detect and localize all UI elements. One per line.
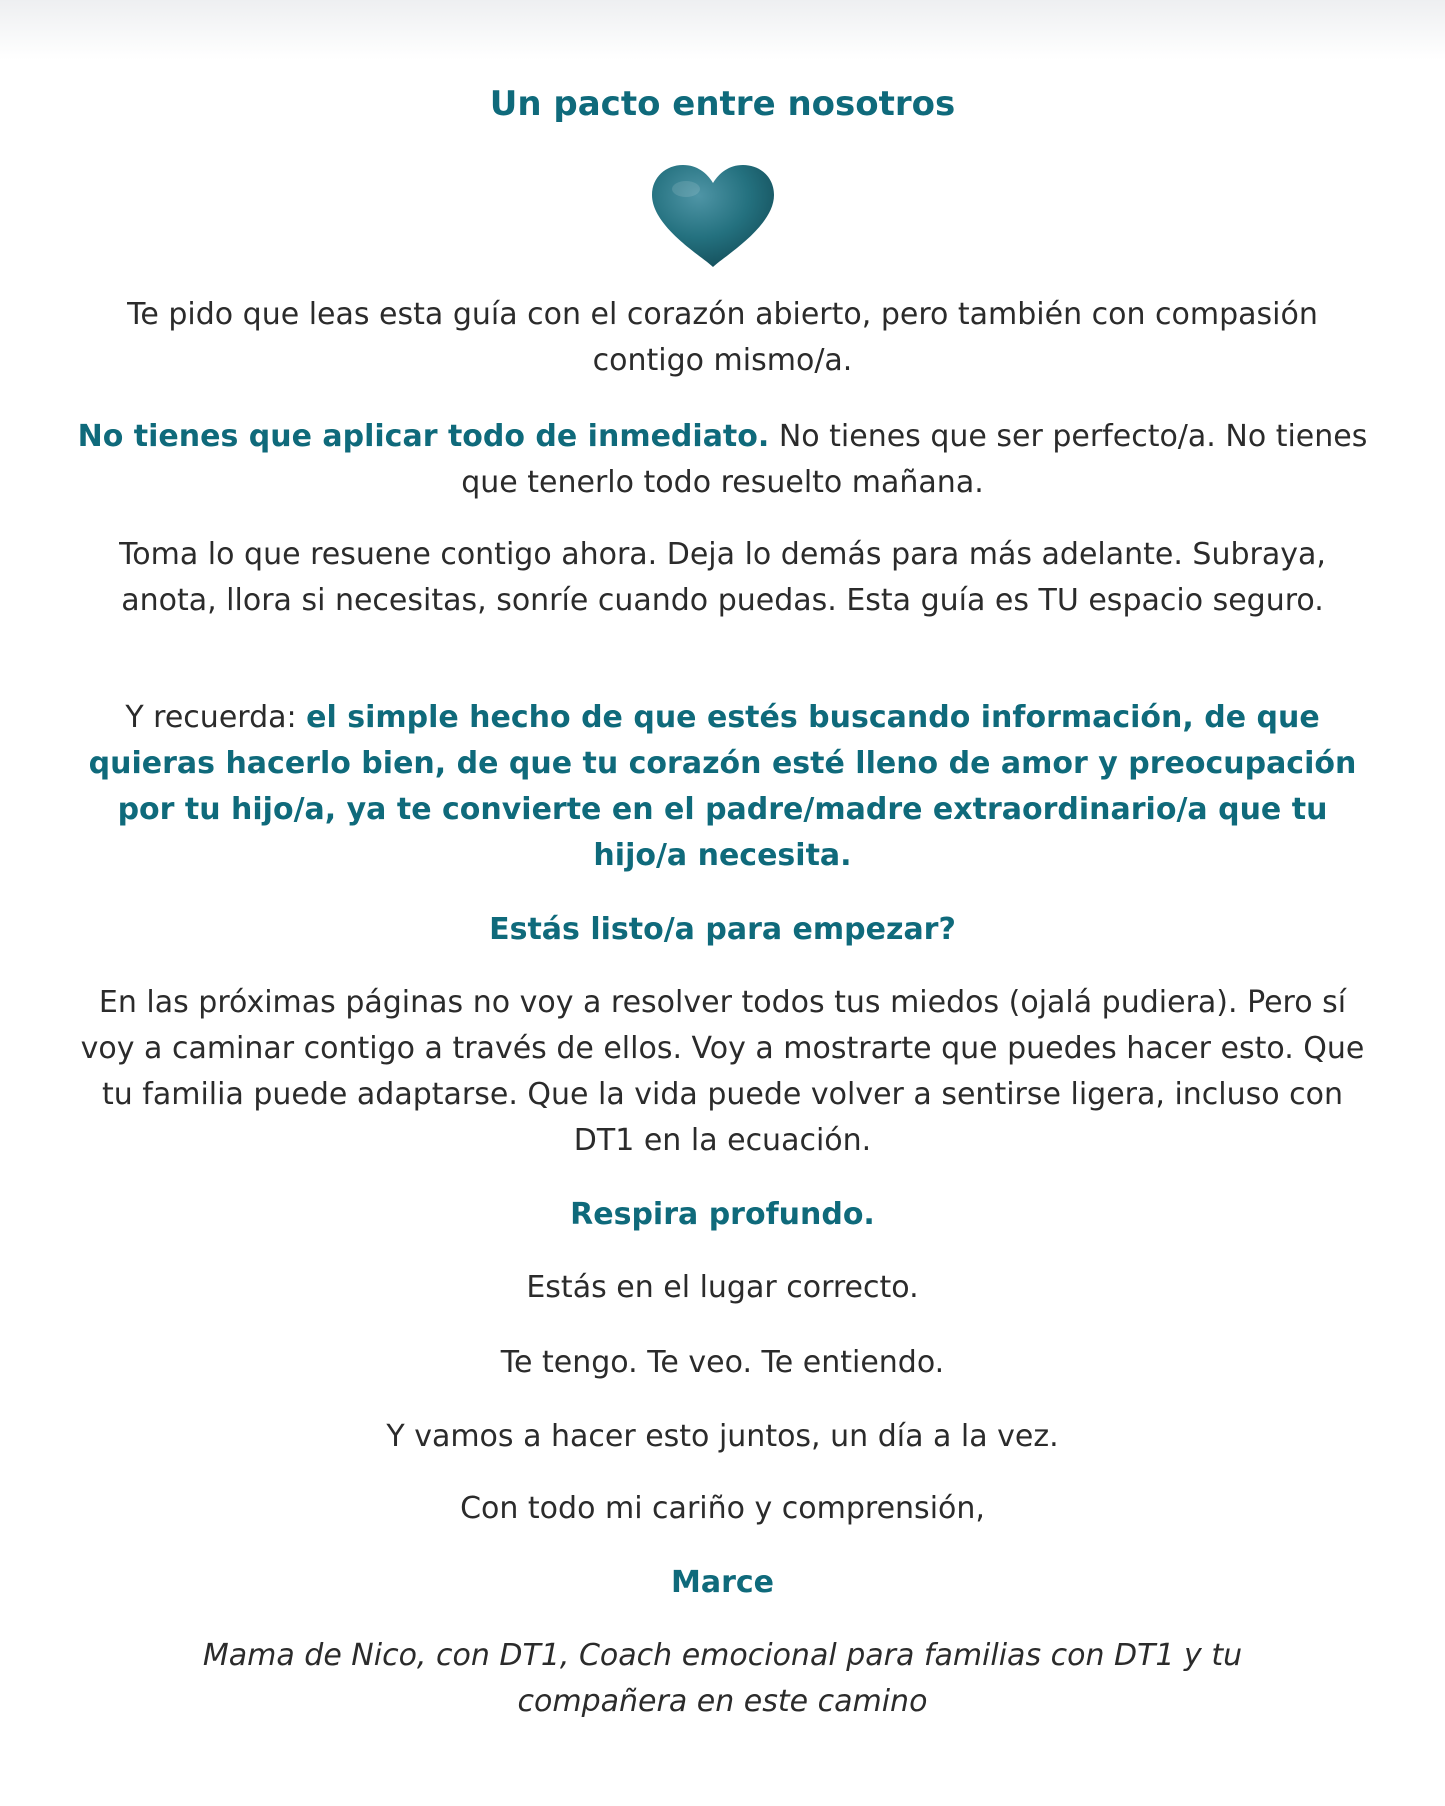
take-what-resonates-paragraph: Toma lo que resuene contigo ahora. Deja lo demás para más adelante. Subraya, anota, llora si necesitas, sonríe cuando puedas. Esta guía es TU espacio seguro.: [119, 537, 1326, 618]
next-pages-paragraph: En las próximas páginas no voy a resolver todos tus miedos (ojalá pudiera). Pero sí voy a caminar contigo a través de ellos. Voy a mostrarte que puedes hacer esto. Que tu familia puede adaptarse. Que la vida puede volver a sentirse ligera, incluso con DT1 en la ecuación.: [80, 985, 1365, 1158]
heart-icon: [648, 163, 778, 269]
no-rush-emphasis: No tienes que aplicar todo de inmediato.: [77, 419, 770, 454]
remember-paragraph: [70, 695, 1375, 879]
no-rush-paragraph: [70, 414, 1375, 506]
page-title: Un pacto entre nosotros: [489, 84, 956, 124]
no-rush-text: No tienes que ser perfecto/a. No tienes que tenerlo todo resuelto mañana.: [461, 419, 1368, 500]
intro-paragraph: Te pido que leas esta guía con el corazón abierto, pero también con compasión contigo mismo/a.: [127, 297, 1318, 378]
remember-emphasis: el simple hecho de que estés buscando información, de que quieras hacerlo bien, de que tu corazón esté lleno de amor y preocupación por tu hijo/a, ya te convierte en el padre/madre extraordinario/a que tu hijo/a necesita.: [88, 700, 1357, 873]
i-see-you-line: Te tengo. Te veo. Te entiendo.: [500, 1345, 945, 1380]
remember-lead: Y recuerda:: [125, 700, 307, 735]
breathe-heading: Respira profundo.: [570, 1197, 875, 1232]
closing-line: Con todo mi cariño y comprensión,: [460, 1491, 985, 1526]
right-place-line: Estás en el lugar correcto.: [526, 1270, 919, 1305]
signature-role: Mama de Nico, con DT1, Coach emocional para familias con DT1 y tu compañera en este camino: [202, 1638, 1243, 1719]
signature-name: Marce: [670, 1565, 775, 1600]
ready-heading: Estás listo/a para empezar?: [489, 912, 956, 947]
together-line: Y vamos a hacer esto juntos, un día a la vez.: [386, 1419, 1059, 1454]
top-shade: [0, 0, 1445, 60]
